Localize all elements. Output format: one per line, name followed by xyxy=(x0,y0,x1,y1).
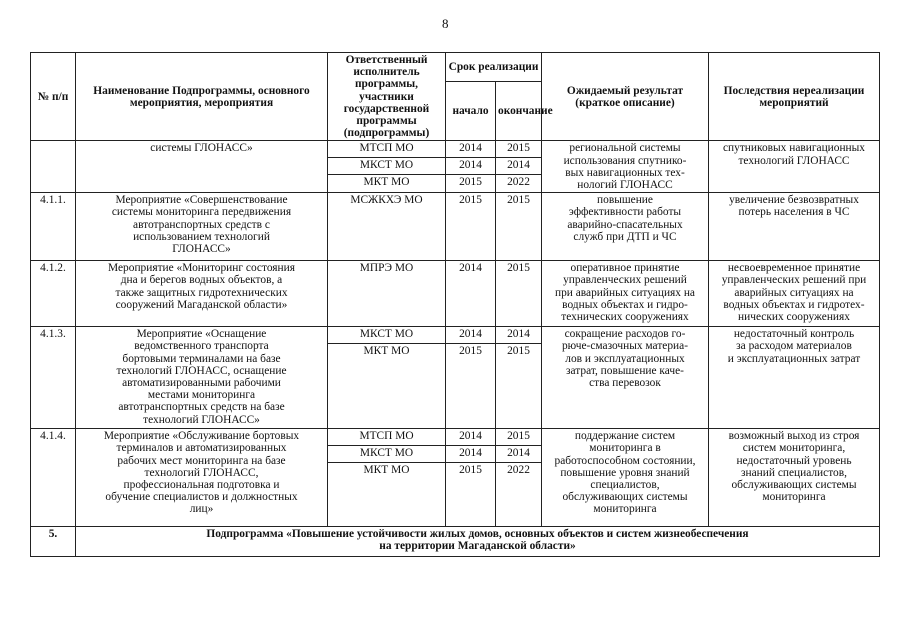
subrow-end: 2015 xyxy=(507,345,530,358)
row-end xyxy=(496,261,542,327)
section-title-line: Подпрограмма «Повышение устойчивости жилых домов, основных объектов и систем жизнеобеспечения xyxy=(206,528,749,541)
row-expected-line: оперативное принятие xyxy=(570,262,680,275)
table-row xyxy=(31,429,880,527)
row-start xyxy=(446,429,496,527)
section-title xyxy=(76,527,880,557)
row-consequences-line: недостаточный контроль xyxy=(733,328,855,341)
row-number: 4.1.4. xyxy=(31,429,76,527)
subrow-exec: МСЖКХЭ МО xyxy=(350,194,423,207)
row-consequences-line: возможный выход из строя xyxy=(728,430,860,443)
row-consequences-line: потерь населения в ЧС xyxy=(738,206,850,219)
row-expected-line: водных объектах и гидро- xyxy=(562,298,688,311)
continuation-row xyxy=(31,141,880,193)
row-name: системы ГЛОНАСС» xyxy=(76,141,328,193)
subrow-exec: МКТ МО xyxy=(363,345,410,358)
header-start: начало xyxy=(446,82,496,141)
row-consequences-line: нических сооружениях xyxy=(738,311,850,324)
subrow-end: 2014 xyxy=(496,446,541,463)
subrow-start: 2014 xyxy=(446,429,495,446)
row-name-line: сооружений Магаданской области» xyxy=(115,298,288,311)
subrow-end: 2015 xyxy=(507,262,530,275)
row-end xyxy=(496,193,542,261)
row-expected xyxy=(542,193,709,261)
row-consequences xyxy=(709,429,880,527)
row-exec xyxy=(328,141,446,193)
subrow-start: 2014 xyxy=(459,262,482,275)
row-consequences-line: обслуживающих системы xyxy=(731,479,857,492)
row-exec xyxy=(328,261,446,327)
row-expected-line: повышение xyxy=(597,194,653,207)
row-start xyxy=(446,141,496,193)
row-expected-line: обслуживающих системы xyxy=(562,491,688,504)
row-name-line: рабочих мест мониторинга на базе xyxy=(117,454,286,467)
row-consequences xyxy=(709,141,880,193)
row-expected xyxy=(542,429,709,527)
row-consequences xyxy=(709,327,880,429)
activities-table xyxy=(30,52,880,557)
row-name-line: обучение специалистов и должностных xyxy=(105,491,298,504)
row-exec xyxy=(328,327,446,429)
row-name-line: ГЛОНАСС» xyxy=(172,243,231,256)
subrow-end: 2015 xyxy=(496,429,541,446)
header-row xyxy=(31,53,880,82)
page-number: 8 xyxy=(442,16,449,31)
row-name-line: автотранспортных средств на базе xyxy=(118,401,285,414)
row-expected-line: вых навигационных тех- xyxy=(565,166,685,179)
row-expected-line: эффективности работы xyxy=(568,206,682,219)
row-name-line: терминалов и автоматизированных xyxy=(116,442,287,455)
row-expected-line: управленческих решений xyxy=(563,274,687,287)
row-consequences-line: за расходом материалов xyxy=(736,340,852,353)
subrow-start: 2015 xyxy=(459,194,482,207)
row-expected-line: лов и эксплуатационных xyxy=(565,352,685,365)
header-responsible: Ответственный исполнитель программы, участники государственной программы (подпрограммы) xyxy=(328,53,446,141)
row-expected xyxy=(542,327,709,429)
table-row xyxy=(31,261,880,327)
row-expected-line: сокращение расходов го- xyxy=(564,328,686,341)
table-row xyxy=(31,327,880,429)
row-expected xyxy=(542,261,709,327)
subrow-end: 2022 xyxy=(507,464,530,477)
subrow-end: 2015 xyxy=(496,141,541,158)
row-name-line: ведомственного транспорта xyxy=(134,340,269,353)
row-expected-line: служб при ДТП и ЧС xyxy=(573,230,677,243)
subrow-start: 2014 xyxy=(446,141,495,158)
row-consequences xyxy=(709,193,880,261)
row-expected-line: при аварийных ситуациях на xyxy=(555,286,695,299)
row-consequences-line: и эксплуатационных затрат xyxy=(727,352,861,365)
header-period: Срок реализации xyxy=(446,53,542,82)
row-consequences-line: технологий ГЛОНАСС xyxy=(738,154,850,167)
row-end xyxy=(496,327,542,429)
row-name-line: Мероприятие «Мониторинг состояния xyxy=(108,262,295,275)
row-consequences-line: спутниковых навигационных xyxy=(722,142,866,155)
row-expected xyxy=(542,141,709,193)
row-number: 4.1.1. xyxy=(31,193,76,261)
row-expected-line: технических сооружениях xyxy=(561,311,689,324)
row-name xyxy=(76,261,328,327)
row-expected-line: мониторинга xyxy=(593,503,657,516)
row-number: 4.1.2. xyxy=(31,261,76,327)
subrow-end: 2022 xyxy=(507,176,530,189)
subrow-end: 2014 xyxy=(496,158,541,175)
row-start xyxy=(446,327,496,429)
row-number: 4.1.3. xyxy=(31,327,76,429)
subrow-exec: МКТ МО xyxy=(363,176,410,189)
row-end xyxy=(496,141,542,193)
subrow-exec: МКСТ МО xyxy=(328,446,445,463)
row-expected-line: ства перевозок xyxy=(589,377,661,390)
row-start xyxy=(446,261,496,327)
row-name-line: лиц» xyxy=(189,503,214,516)
row-name-line: технологий ГЛОНАСС, xyxy=(144,466,259,479)
row-end xyxy=(496,429,542,527)
subrow-exec: МКСТ МО xyxy=(328,327,445,344)
row-name-line: Мероприятие «Оснащение xyxy=(136,328,267,341)
row-name-line: системы мониторинга передвижения xyxy=(111,206,292,219)
subrow-exec: МКТ МО xyxy=(363,464,410,477)
row-consequences-line: увеличение безвозвратных xyxy=(729,194,859,207)
row-name-line: также защитных гидротехнических xyxy=(115,286,288,299)
subrow-exec: МПРЭ МО xyxy=(359,262,414,275)
row-consequences-line: аварийных ситуациях на xyxy=(734,286,854,299)
header-name: Наименование Подпрограммы, основного мероприятия, мероприятия xyxy=(76,53,328,141)
subrow-start: 2014 xyxy=(446,158,495,175)
subrow-start: 2015 xyxy=(459,176,482,189)
row-expected-line: региональной системы xyxy=(569,142,681,155)
row-expected-line: использования спутнико- xyxy=(563,154,687,167)
row-expected-line: работоспособном состоянии, xyxy=(554,454,696,467)
row-expected-line: поддержание систем xyxy=(574,430,676,443)
row-expected-line: нологий ГЛОНАСС xyxy=(577,179,673,192)
section-number: 5. xyxy=(31,527,76,557)
row-consequences-line: несвоевременное принятие xyxy=(727,262,861,275)
row-expected-line: повышение уровня знаний xyxy=(560,466,690,479)
row-name-line: технологий ГЛОНАСС» xyxy=(143,413,260,426)
row-name xyxy=(76,193,328,261)
row-expected-line: мониторинга в xyxy=(589,442,661,455)
row-exec xyxy=(328,193,446,261)
table-row xyxy=(31,193,880,261)
subrow-start: 2014 xyxy=(446,446,495,463)
row-name-line: бортовыми терминалами на базе xyxy=(122,352,281,365)
row-consequences-line: мониторинга xyxy=(762,491,826,504)
row-consequences-line: систем мониторинга, xyxy=(742,442,846,455)
subrow-start: 2015 xyxy=(459,464,482,477)
subrow-end: 2014 xyxy=(496,327,541,344)
row-name-line: автотранспортных средств с xyxy=(133,218,270,231)
row-expected-line: аварийно-спасательных xyxy=(567,218,683,231)
row-name-line: местами мониторинга xyxy=(147,389,256,402)
subrow-exec: МТСП МО xyxy=(328,429,445,446)
row-expected-line: затрат, повышение каче- xyxy=(566,364,684,377)
header-expected: Ожидаемый результат (краткое описание) xyxy=(542,53,709,141)
row-exec xyxy=(328,429,446,527)
row-name xyxy=(76,429,328,527)
row-start xyxy=(446,193,496,261)
row-name-line: дна и берегов водных объектов, а xyxy=(120,274,283,287)
header-consequences: Последствия нереализации мероприятий xyxy=(709,53,880,141)
subrow-start: 2014 xyxy=(446,327,495,344)
row-name-line: Мероприятие «Обслуживание бортовых xyxy=(103,430,300,443)
subrow-end: 2015 xyxy=(507,194,530,207)
row-consequences-line: водных объектах и гидротех- xyxy=(723,298,865,311)
row-name-line: профессиональная подготовка и xyxy=(123,479,280,492)
row-number xyxy=(31,141,76,193)
row-expected-line: рюче-смазочных материа- xyxy=(561,340,688,353)
row-expected-line: специалистов, xyxy=(590,479,660,492)
section-title-line: на территории Магаданской области» xyxy=(379,540,576,553)
section-row xyxy=(31,527,880,557)
header-end: окончание xyxy=(496,82,542,141)
header-num: № п/п xyxy=(31,53,76,141)
subrow-exec: МКСТ МО xyxy=(328,158,445,175)
row-consequences-line: недостаточный уровень xyxy=(736,454,852,467)
row-name-line: использованием технологий xyxy=(133,230,270,243)
row-consequences xyxy=(709,261,880,327)
row-consequences-line: управленческих решений при xyxy=(721,274,867,287)
row-name-line: технологий ГЛОНАСС, оснащение xyxy=(116,364,287,377)
row-consequences-line: знаний специалистов, xyxy=(741,466,847,479)
subrow-exec: МТСП МО xyxy=(328,141,445,158)
row-name xyxy=(76,327,328,429)
subrow-start: 2015 xyxy=(459,345,482,358)
row-name-line: автоматизированными рабочими xyxy=(122,377,281,390)
row-name-line: Мероприятие «Совершенствование xyxy=(115,194,288,207)
